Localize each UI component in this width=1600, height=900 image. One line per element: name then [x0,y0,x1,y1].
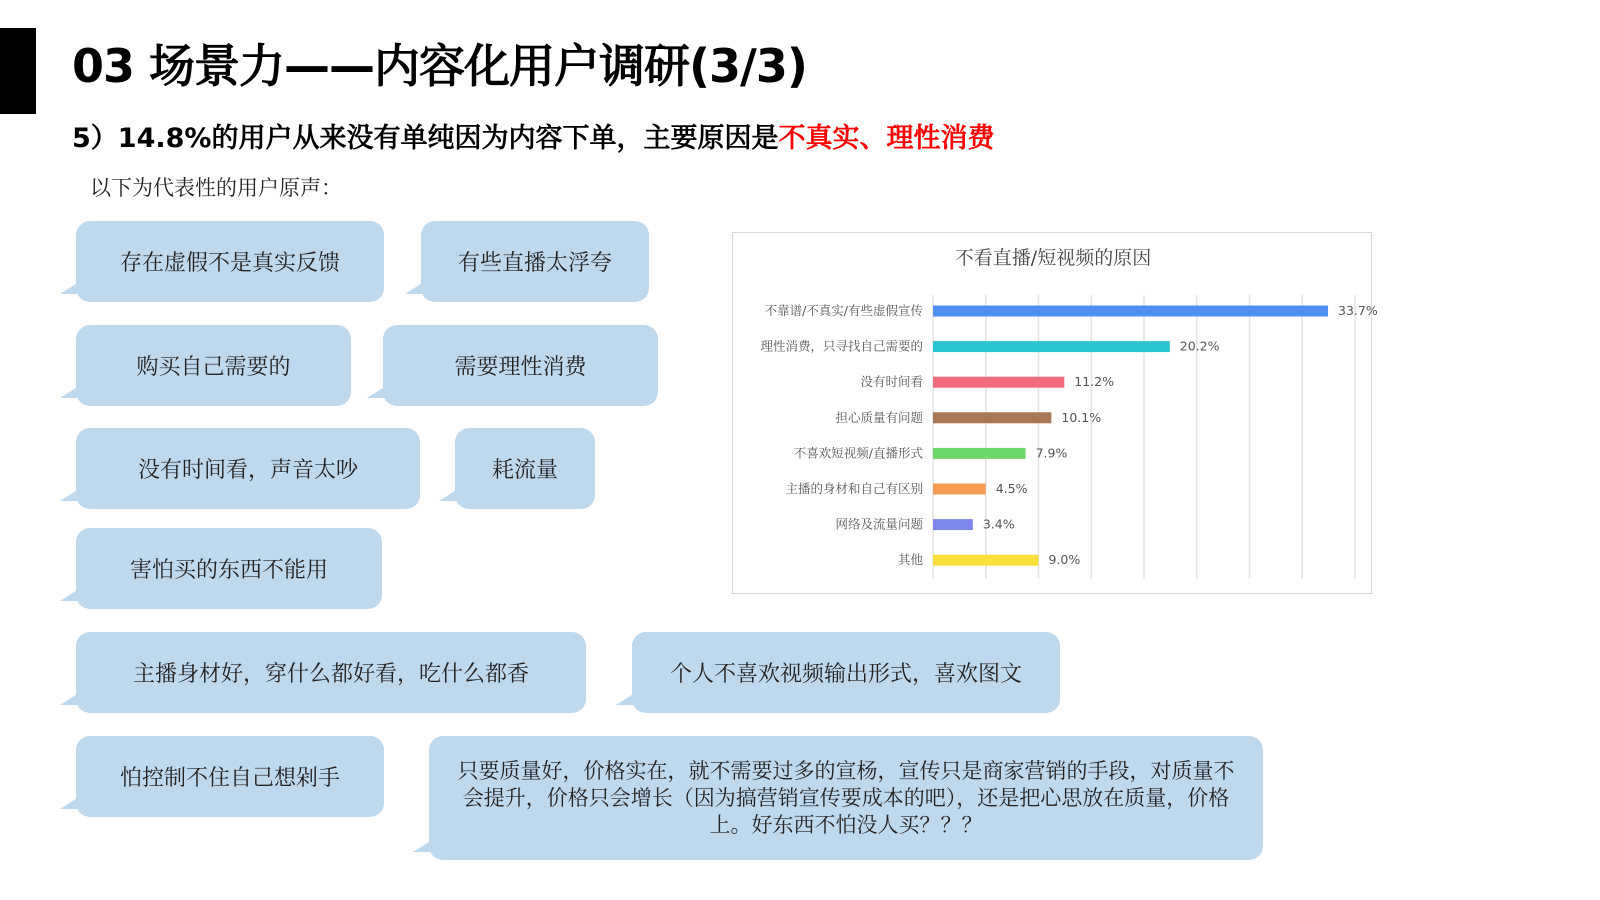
chart-category-label: 担心质量有问题 [835,409,923,425]
chart-value-label: 10.1% [1061,409,1102,425]
chart-category-label: 不喜欢短视频/直播形式 [793,445,923,461]
chart-bar [933,306,1328,317]
quote-bubble: 害怕买的东西不能用 [76,528,382,609]
chart-gridlines [933,295,1355,579]
chart-bar [933,377,1064,388]
chart-value-label: 3.4% [982,516,1015,532]
quote-bubble: 有些直播太浮夸 [421,221,649,302]
quote-bubble: 需要理性消费 [383,325,658,406]
page-subtitle [72,116,994,155]
chart-value-label: 9.0% [1048,552,1081,568]
chart-category-label: 不靠谱/不真实/有些虚假宣传 [764,303,923,318]
chart-value-label: 11.2% [1074,374,1115,390]
page-title: 03 场景力——内容化用户调研(3/3) [72,39,807,93]
chart-bar [933,412,1051,423]
chart-bar [933,448,1026,459]
chart-category-labels [760,303,923,567]
chart-value-label: 20.2% [1179,338,1220,354]
chart-title: 不看直播/短视频的原因 [954,247,1152,269]
intro-text: 以下为代表性的用户原声： [90,176,342,200]
quote-bubble: 存在虚假不是真实反馈 [76,221,384,302]
chart-bar [933,555,1039,566]
chart-category-label: 理性消费，只寻找自己需要的 [760,338,923,354]
title-accent-bar [0,28,36,114]
chart-bar [933,341,1170,352]
quote-bubble: 没有时间看，声音太吵 [76,428,420,509]
chart-category-label: 其他 [897,552,923,568]
chart-bar [933,519,973,530]
chart-category-label: 主播的身材和自己有区别 [785,481,923,496]
quote-bubble: 耗流量 [455,428,595,509]
chart-category-label: 没有时间看 [860,374,923,390]
chart-svg [733,233,1378,595]
chart-value-label: 7.9% [1035,445,1068,461]
quote-bubble: 主播身材好，穿什么都好看，吃什么都香 [76,632,586,713]
quote-bubble: 怕控制不住自己想剁手 [76,736,384,817]
chart-bar [933,484,986,495]
chart-value-label: 33.7% [1338,303,1378,318]
subtitle-text: 5）14.8%的用户从来没有单纯因为内容下单，主要原因是 [72,123,779,154]
chart-category-label: 网络及流量问题 [835,516,923,532]
quote-bubble: 个人不喜欢视频输出形式，喜欢图文 [632,632,1060,713]
chart-value-label: 4.5% [995,481,1028,496]
quote-bubble-long: 只要质量好，价格实在，就不需要过多的宣杨，宣传只是商家营销的手段，对质量不会提升，价格只会增长（因为搞营销宣传要成本的吧），还是把心思放在质量，价格上。好东西不怕没人买？？？ [429,736,1263,860]
reasons-bar-chart [732,232,1378,594]
subtitle-highlight: 不真实、理性消费 [778,123,995,154]
quote-bubble: 购买自己需要的 [76,325,351,406]
